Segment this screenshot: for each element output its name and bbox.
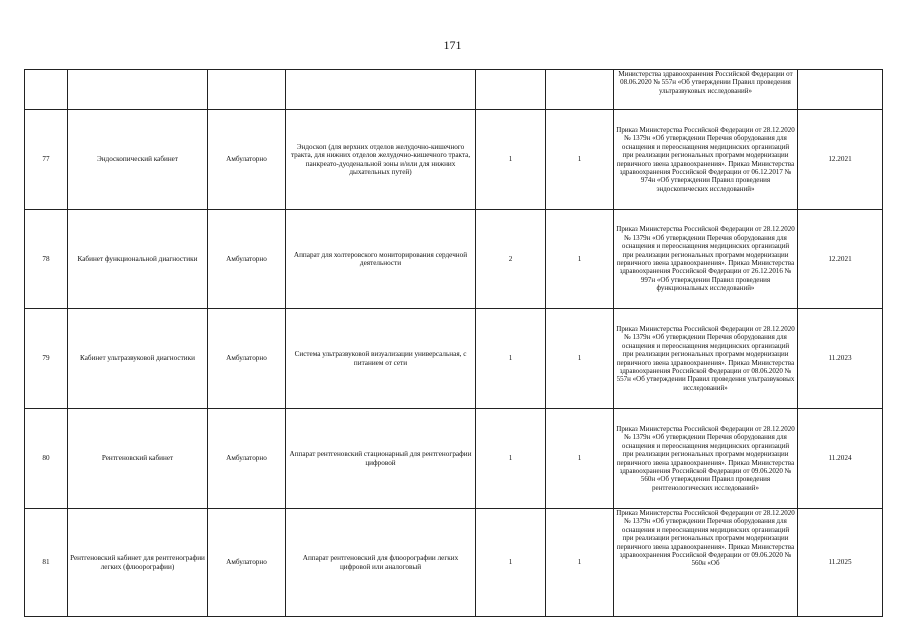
page-number: 171 — [443, 38, 462, 52]
care-mode-cell: Амбулаторно — [208, 210, 286, 309]
available-quantity-cell: 1 — [546, 509, 614, 617]
required-quantity-cell: 1 — [476, 509, 546, 617]
row-number-cell: 77 — [25, 110, 68, 210]
row-number-cell: 80 — [25, 409, 68, 509]
equipment-cell: Аппарат рентгеновский для флюорографии легких цифровой или аналоговый — [286, 509, 476, 617]
equipment-cell: Аппарат рентгеновский стационарный для рентгенографии цифровой — [286, 409, 476, 509]
required-quantity-cell: 2 — [476, 210, 546, 309]
regulatory-document-cell: Приказ Министерства Российской Федерации от 28.12.2020 № 1379н «Об утверждении Перечня оборудования для оснащения и переоснащения медицинских организаций при реализации региональных программ модернизации первичного звена здравоохранения». Приказ Министерства здравоохранения Российской Федерации от 09.06.2020 № 560н «Об — [614, 509, 798, 617]
regulatory-document-cell: Приказ Министерства Российской Федерации от 28.12.2020 № 1379н «Об утверждении Перечня оборудования для оснащения и переоснащения медицинских организаций при реализации региональных программ модернизации первичного звена здравоохранения». Приказ Министерства здравоохранения Российской Федерации от 08.06.2020 № 557н «Об утверждении Правил проведения ультразвуковых исследований» — [614, 309, 798, 409]
care-mode-cell: Амбулаторно — [208, 309, 286, 409]
table-row — [25, 210, 883, 309]
date-cell: 11.2023 — [798, 309, 883, 409]
date-cell: 11.2025 — [798, 509, 883, 617]
care-mode-cell: Амбулаторно — [208, 409, 286, 509]
care-mode-cell: Амбулаторно — [208, 509, 286, 617]
table-row — [25, 409, 883, 509]
regulatory-document-cell: Приказ Министерства Российской Федерации от 28.12.2020 № 1379н «Об утверждении Перечня оборудования для оснащения и переоснащения медицинских организаций при реализации региональных программ модернизации первичного звена здравоохранения». Приказ Министерства здравоохранения Российской Федерации от 06.12.2017 № 974н «Об утверждении Правил проведения эндоскопических исследований» — [614, 110, 798, 210]
date-cell: 12.2021 — [798, 110, 883, 210]
required-quantity-cell — [476, 70, 546, 110]
available-quantity-cell: 1 — [546, 409, 614, 509]
available-quantity-cell: 1 — [546, 309, 614, 409]
cabinet-name-cell: Кабинет ультразвуковой диагностики — [68, 309, 208, 409]
required-quantity-cell: 1 — [476, 110, 546, 210]
date-cell — [798, 70, 883, 110]
table-row — [25, 70, 883, 110]
regulatory-document-cell: Приказ Министерства Российской Федерации от 28.12.2020 № 1379н «Об утверждении Перечня оборудования для оснащения и переоснащения медицинских организаций при реализации региональных программ модернизации первичного звена здравоохранения». Приказ Министерства здравоохранения Российской Федерации от 09.06.2020 № 560н «Об утверждении Правил проведения рентгенологических исследований» — [614, 409, 798, 509]
equipment-cell — [286, 70, 476, 110]
table-row — [25, 309, 883, 409]
row-number-cell: 78 — [25, 210, 68, 309]
equipment-cell: Аппарат для холтеровского мониторирования сердечной деятельности — [286, 210, 476, 309]
care-mode-cell — [208, 70, 286, 110]
equipment-cell: Эндоскоп (для верхних отделов желудочно-кишечного тракта, для нижних отделов желудочно-кишечного тракта, панкреато-дуоденальной зоны и/или для нижних дыхательных путей) — [286, 110, 476, 210]
cabinet-name-cell: Рентгеновский кабинет — [68, 409, 208, 509]
cabinet-name-cell: Эндоскопический кабинет — [68, 110, 208, 210]
regulatory-document-cell: Приказ Министерства Российской Федерации от 28.12.2020 № 1379н «Об утверждении Перечня оборудования для оснащения и переоснащения медицинских организаций при реализации региональных программ модернизации первичного звена здравоохранения». Приказ Министерства здравоохранения Российской Федерации от 26.12.2016 № 997н «Об утверждении Правил проведения функциональных исследований» — [614, 210, 798, 309]
row-number-cell — [25, 70, 68, 110]
date-cell: 12.2021 — [798, 210, 883, 309]
cabinet-name-cell: Рентгеновский кабинет для рентгенографии легких (флюорографии) — [68, 509, 208, 617]
regulatory-document-cell: Министерства здравоохранения Российской Федерации от 08.06.2020 № 557н «Об утверждении Правил проведения ультразвуковых исследований» — [614, 70, 798, 110]
row-number-cell: 79 — [25, 309, 68, 409]
equipment-table — [24, 69, 883, 617]
table-row — [25, 509, 883, 617]
row-number-cell: 81 — [25, 509, 68, 617]
cabinet-name-cell — [68, 70, 208, 110]
available-quantity-cell: 1 — [546, 210, 614, 309]
date-cell: 11.2024 — [798, 409, 883, 509]
required-quantity-cell: 1 — [476, 309, 546, 409]
cabinet-name-cell: Кабинет функциональной диагностики — [68, 210, 208, 309]
equipment-cell: Система ультразвуковой визуализации универсальная, с питанием от сети — [286, 309, 476, 409]
table-row — [25, 110, 883, 210]
care-mode-cell: Амбулаторно — [208, 110, 286, 210]
required-quantity-cell: 1 — [476, 409, 546, 509]
available-quantity-cell — [546, 70, 614, 110]
available-quantity-cell: 1 — [546, 110, 614, 210]
